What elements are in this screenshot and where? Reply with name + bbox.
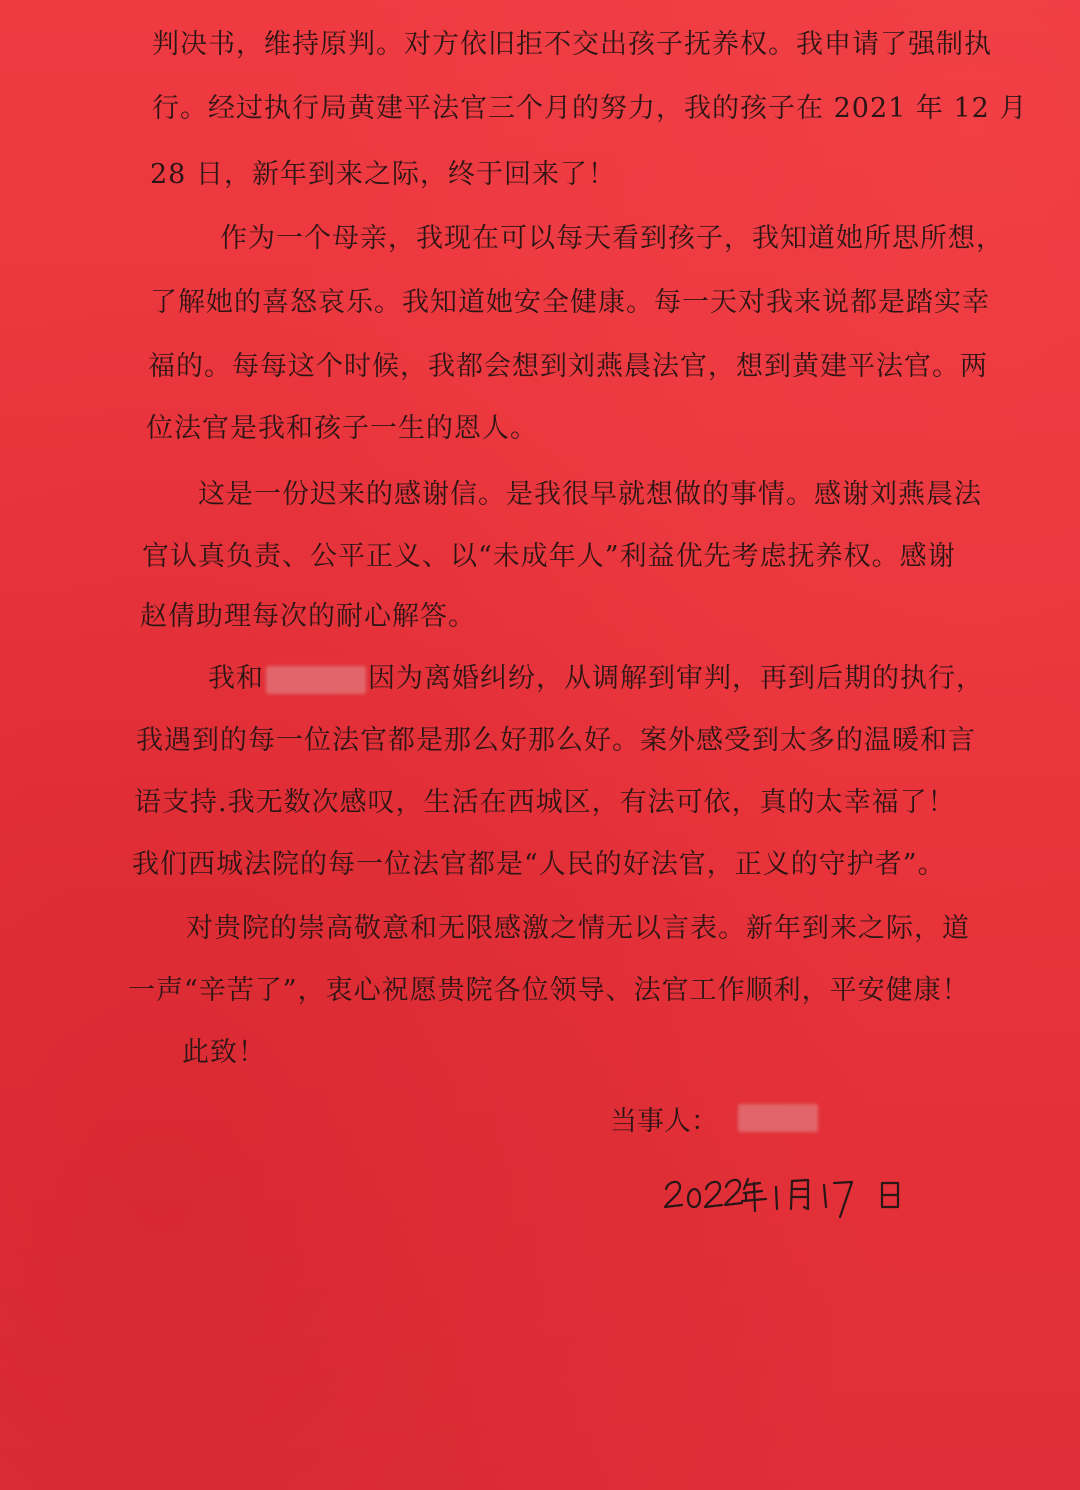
letter-line: 28 日，新年到来之际，终于回来了！ xyxy=(150,159,616,190)
letter-line-end: 因为离婚纠纷，从调解到审判，再到后期的执行， xyxy=(368,663,984,694)
letter-line xyxy=(208,662,984,696)
letter-line: 赵倩助理每次的耐心解答。 xyxy=(140,601,476,632)
redacted-name xyxy=(266,666,366,694)
signature-label: 当事人： xyxy=(610,1106,718,1137)
letter-line: 位法官是我和孩子一生的恩人。 xyxy=(146,413,538,444)
letter-line: 语支持.我无数次感叹，生活在西城区，有法可依，真的太幸福了！ xyxy=(134,787,956,818)
letter-line: 作为一个母亲，我现在可以每天看到孩子，我知道她所思所想， xyxy=(220,223,1004,254)
closing-salutation: 此致！ xyxy=(182,1037,266,1068)
redacted-signature xyxy=(738,1104,818,1132)
letter-line: 官认真负责、公平正义、以“未成年人”利益优先考虑抚养权。感谢 xyxy=(142,541,956,572)
letter-line: 我们西城法院的每一位法官都是“人民的好法官，正义的守护者”。 xyxy=(132,849,946,880)
date-text xyxy=(660,1165,668,1166)
letter-line: 对贵院的崇高敬意和无限感激之情无以言表。新年到来之际，道 xyxy=(186,913,970,944)
letter-line: 我遇到的每一位法官都是那么好那么好。案外感受到太多的温暖和言 xyxy=(136,725,976,756)
handwritten-date-drawing xyxy=(660,1165,920,1225)
letter-line: 这是一份迟来的感谢信。是我很早就想做的事情。感谢刘燕晨法 xyxy=(198,479,982,510)
letter-line: 福的。每每这个时候，我都会想到刘燕晨法官，想到黄建平法官。两 xyxy=(148,351,988,382)
letter-line: 行。经过执行局黄建平法官三个月的努力，我的孩子在 2021 年 12 月 xyxy=(152,93,1028,124)
letter-line: 一声“辛苦了”，衷心祝愿贵院各位领导、法官工作顺利，平安健康！ xyxy=(128,975,970,1006)
handwritten-date xyxy=(660,1165,920,1225)
letter-line: 判决书，维持原判。对方依旧拒不交出孩子抚养权。我申请了强制执 xyxy=(152,29,992,60)
letter-line-start: 我和 xyxy=(208,663,264,694)
letter-line: 了解她的喜怒哀乐。我知道她安全健康。每一天对我来说都是踏实幸 xyxy=(150,287,990,318)
